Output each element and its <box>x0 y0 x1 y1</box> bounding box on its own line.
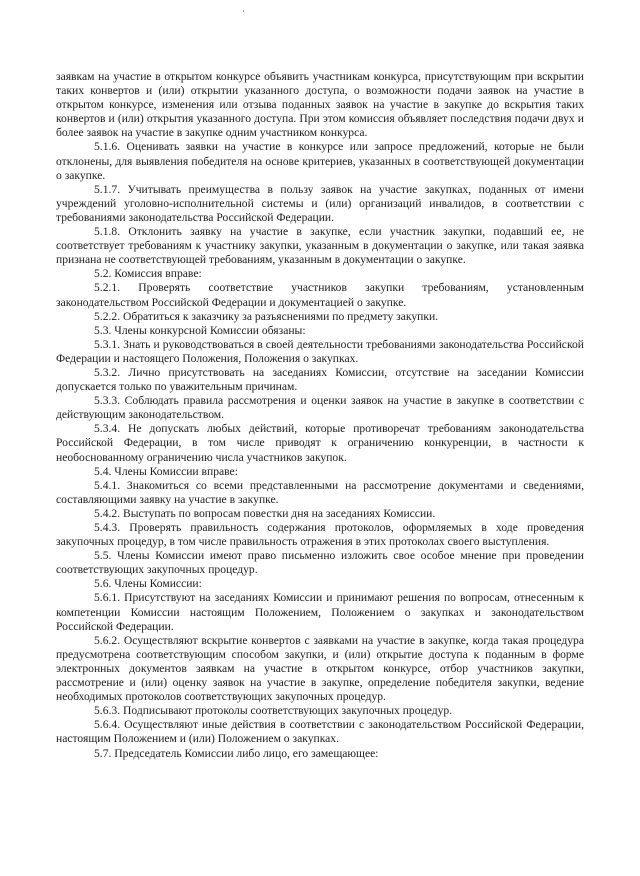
document-body <box>56 70 584 761</box>
section-heading: 5.7. Председатель Комиссии либо лицо, его замещающее: <box>94 746 379 760</box>
paragraph: 5.3.4. Не допускать любых действий, которые противоречат требованиям законодательства Российской Федерации, в том числе приводят к ограничению конкуренции, в частности к необоснованному ограничению числа участников закупок. <box>56 422 584 464</box>
paragraph: 5.3.3. Соблюдать правила рассмотрения и оценки заявок на участие в закупке в соответствии с действующим законодательством. <box>56 394 584 422</box>
paragraph: 5.4.2. Выступать по вопросам повестки дня на заседаниях Комиссии. <box>94 506 436 520</box>
paragraph: 5.5. Члены Комиссии имеют право письменно изложить свое особое мнение при проведении соответствующих закупочных процедур. <box>56 549 584 577</box>
paragraph: 5.3.2. Лично присутствовать на заседаниях Комиссии, отсутствие на заседании Комиссии допускается только по уважительным причинам. <box>56 365 584 394</box>
paragraph: 5.4.3. Проверять правильность содержания протоколов, оформляемых в ходе проведения закупочных процедур, в том числе правильность отражения в этих протоколах своего выступления. <box>56 521 584 549</box>
section-heading: 5.3. Члены конкурсной Комиссии обязаны: <box>94 323 306 337</box>
paragraph: 5.1.8. Отклонить заявку на участие в закупке, если участник закупки, подавший ее, не соответствует требованиям к участнику закупки, указанным в документации о закупке, или такая заявка признана не соответствующей требованиям, указанным в документации о закупке. <box>56 225 584 267</box>
paragraph: 5.6.2. Осуществляют вскрытие конвертов с заявками на участие в закупке, когда такая процедура предусмотрена соответствующим способом закупки, и (или) открытие доступа к поданным в форме электронных документов заявкам на участие в открытом конкурсе, отбор участников закупки, рассмотрение и (или) оценку заявок на участие в закупке, определение победителя закупки, ведение необходимых протоколов соответствующих закупочных процедур. <box>56 633 584 704</box>
paragraph: 5.3.1. Знать и руководствоваться в своей деятельности требованиями законодательства Российской Федерации и настоящего Положения, Положения о закупках. <box>56 337 584 365</box>
section-heading: 5.4. Члены Комиссии вправе: <box>94 464 238 478</box>
paragraph: 5.6.3. Подписывают протоколы соответствующих закупочных процедур. <box>94 704 453 718</box>
section-heading: 5.6. Члены Комиссии: <box>94 577 202 591</box>
paragraph: 5.6.1. Присутствуют на заседаниях Комиссии и принимают решения по вопросам, отнесенным к компетенции Комиссии настоящим Положением, Положением о закупках и законодательством Российской Федерации. <box>56 591 584 633</box>
paragraph: 5.6.4. Осуществляют иные действия в соответствии с законодательством Российской Федерации, настоящим Положением и (или) Положением о закупках. <box>56 718 584 746</box>
paragraph: 5.2.2. Обратиться к заказчику за разъяснениями по предмету закупки. <box>94 309 439 323</box>
paragraph: 5.1.6. Оценивать заявки на участие в конкурсе или запросе предложений, которые не были отклонены, для выявления победителя на основе критериев, указанных в соответствующей документации о закупке. <box>56 140 584 182</box>
paragraph: 5.4.1. Знакомиться со всеми представленными на рассмотрение документами и сведениями, составляющими заявку на участие в закупке. <box>56 478 584 506</box>
paragraph: 5.1.7. Учитывать преимущества в пользу заявок на участие закупках, поданных от имени учреждений уголовно-исполнительной системы и (или) организаций инвалидов, в соответствии с требованиями законодательства Российской Федерации. <box>56 182 584 224</box>
section-heading: 5.2. Комиссия вправе: <box>94 267 202 281</box>
scan-mark <box>243 10 244 12</box>
paragraph: 5.2.1. Проверять соответствие участников закупки требованиям, установленным законодательством Российской Федерации и документацией о закупке. <box>56 281 584 309</box>
paragraph: заявкам на участие в открытом конкурсе объявить участникам конкурса, присутствующим при вскрытии таких конвертов и (или) открытии указанного доступа, о возможности подачи заявок на участие в открытом конкурсе, изменения или отзыва поданных заявок на участие в закупке до вскрытия таких конвертов и (или) открытия указанного доступа. При этом комиссия объявляет последствия подачи двух и более заявок на участие в закупке одним участником конкурса. <box>56 70 584 140</box>
